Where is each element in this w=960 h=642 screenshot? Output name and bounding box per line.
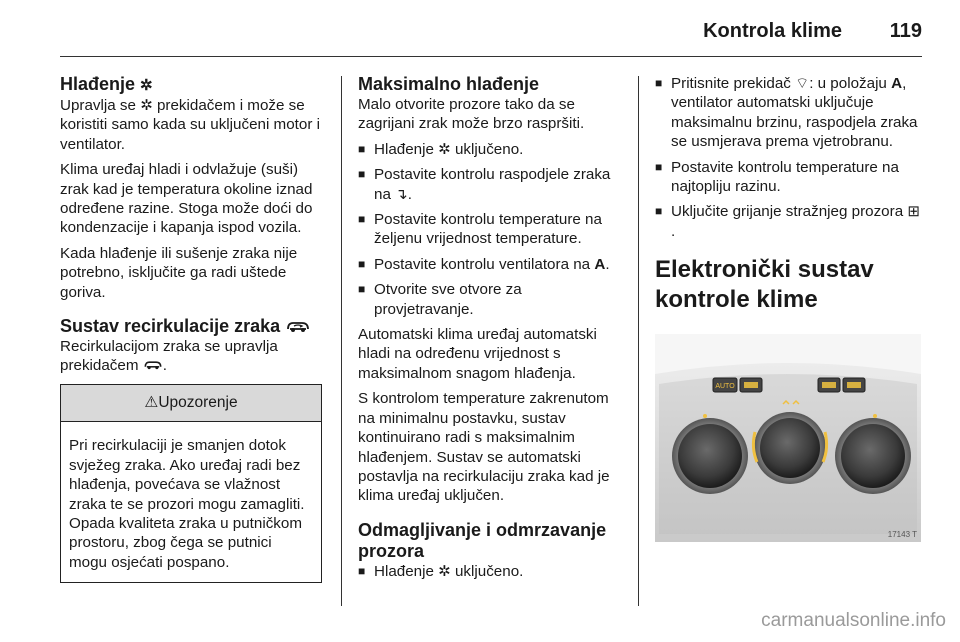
bullet-list xyxy=(358,140,624,319)
paragraph: Kada hlađenje ili sušenje zraka nije potrebno, isključite ga radi uštede goriva. xyxy=(60,244,298,301)
list-item: ■ Pritisnite prekidač ⌔: u položaju A, ventilator automatski uključuje maksimalnu brzinu, raspodjela zraka se usmjerava prema vjetrobranu. xyxy=(655,75,918,151)
auto-button-label: AUTO xyxy=(715,383,735,390)
column-left xyxy=(60,74,322,583)
column-divider xyxy=(638,76,639,606)
section-heading-defrost: Odmagljivanje i odmrzavanje prozora xyxy=(358,519,607,561)
snowflake-icon: ✲ xyxy=(140,97,153,114)
warning-box xyxy=(60,384,322,583)
list-item: ■ Postavite kontrolu temperature na željenu vrijednost temperature. xyxy=(358,211,602,248)
snowflake-icon: ✲ xyxy=(438,562,451,580)
page-header xyxy=(0,0,960,58)
list-item: ■ Uključite grijanje stražnjeg prozora ⊞. xyxy=(655,203,920,240)
square-bullet: ■ xyxy=(358,282,366,297)
list-item: ■ Postavite kontrolu ventilatora na A. xyxy=(358,255,610,273)
square-bullet: ■ xyxy=(655,204,663,219)
windscreen-defrost-icon: ⌔ xyxy=(795,75,810,92)
paragraph: Klima uređaj hladi i odvlažuje (suši) zrak kad je temperatura okoline iznad određene razine. Stoga može doći do kondenzacije i kapanja ispod vozila. xyxy=(60,161,313,237)
rear-window-heating-icon: ⊞ xyxy=(907,203,920,221)
warning-triangle-icon: ⚠ xyxy=(144,393,159,411)
recirculation-car-icon xyxy=(285,319,311,333)
list-item: ■ Hlađenje ✲ uključeno. xyxy=(358,562,524,580)
column-divider xyxy=(341,76,342,606)
warning-header: ⚠Upozorenje xyxy=(61,385,321,422)
section-heading-electronic-climate: Elektronički sustav kontrole klime xyxy=(655,256,874,314)
column-right xyxy=(655,74,921,315)
page-title: Kontrola klime xyxy=(703,20,842,42)
list-item: ■ Hlađenje ✲ uključeno. xyxy=(358,140,524,158)
bullet-list xyxy=(358,562,624,581)
bullet-list xyxy=(655,74,921,241)
climate-control-photo xyxy=(655,334,921,542)
header-rule xyxy=(60,56,922,57)
list-item: ■ Otvorite sve otvore za provjetravanje. xyxy=(358,281,522,318)
square-bullet: ■ xyxy=(655,76,663,90)
square-bullet: ■ xyxy=(358,563,366,578)
paragraph: Automatski klima uređaj automatski hladi na određenu vrijednost s maksimalnom snagom hlađenja. xyxy=(358,326,597,382)
climate-panel-illustration xyxy=(655,334,921,542)
warning-body: Pri recirkulaciji je smanjen dotok svježeg zraka. Ako uređaj radi bez hlađenja, povećava se vlažnost zraka te se prozori mogu zamagliti. Opada kvaliteta zraka u putničkom prostoru, zbog čega se putnici mogu osjećati pospano. xyxy=(69,437,305,571)
snowflake-icon: ✲ xyxy=(438,140,451,158)
square-bullet: ■ xyxy=(655,159,663,174)
section-heading-cooling: Hlađenje ✲ xyxy=(60,74,153,94)
recirculation-car-icon xyxy=(143,359,163,370)
page-number: 119 xyxy=(889,20,922,42)
list-item: ■ Postavite kontrolu temperature na najtopliju razinu. xyxy=(655,158,899,196)
section-heading-max-cooling: Maksimalno hlađenje xyxy=(358,74,540,94)
square-bullet: ■ xyxy=(358,167,366,182)
square-bullet: ■ xyxy=(358,212,366,227)
figure-id: 17143 T xyxy=(887,530,917,539)
paragraph: Recirkulacijom zraka se upravlja prekidačem . xyxy=(60,338,278,375)
section-heading-recirculation: Sustav recirkulacije zraka xyxy=(60,316,322,337)
paragraph: Malo otvorite prozore tako da se zagrijani zrak može brzo raspršiti. xyxy=(358,96,585,133)
vent-distribution-icon: ↴ xyxy=(395,185,408,203)
paragraph: S kontrolom temperature zakrenutom na minimalnu postavku, sustav kontinuirano radi s maksimalnim hlađenjem. Sustav se automatski postavlja na recirkulaciju zraka kad je klima uređaj uključen. xyxy=(358,390,610,505)
column-middle xyxy=(358,74,624,587)
snowflake-icon: ✲ xyxy=(140,77,153,94)
paragraph: Upravlja se ✲ prekidačem i može se koristiti samo kada su uključeni motor i ventilator. xyxy=(60,97,320,153)
square-bullet: ■ xyxy=(358,141,366,156)
square-bullet: ■ xyxy=(358,256,366,271)
watermark: carmanualsonline.info xyxy=(761,610,946,631)
list-item: ■ Postavite kontrolu raspodjele zraka na ↴. xyxy=(358,166,611,203)
